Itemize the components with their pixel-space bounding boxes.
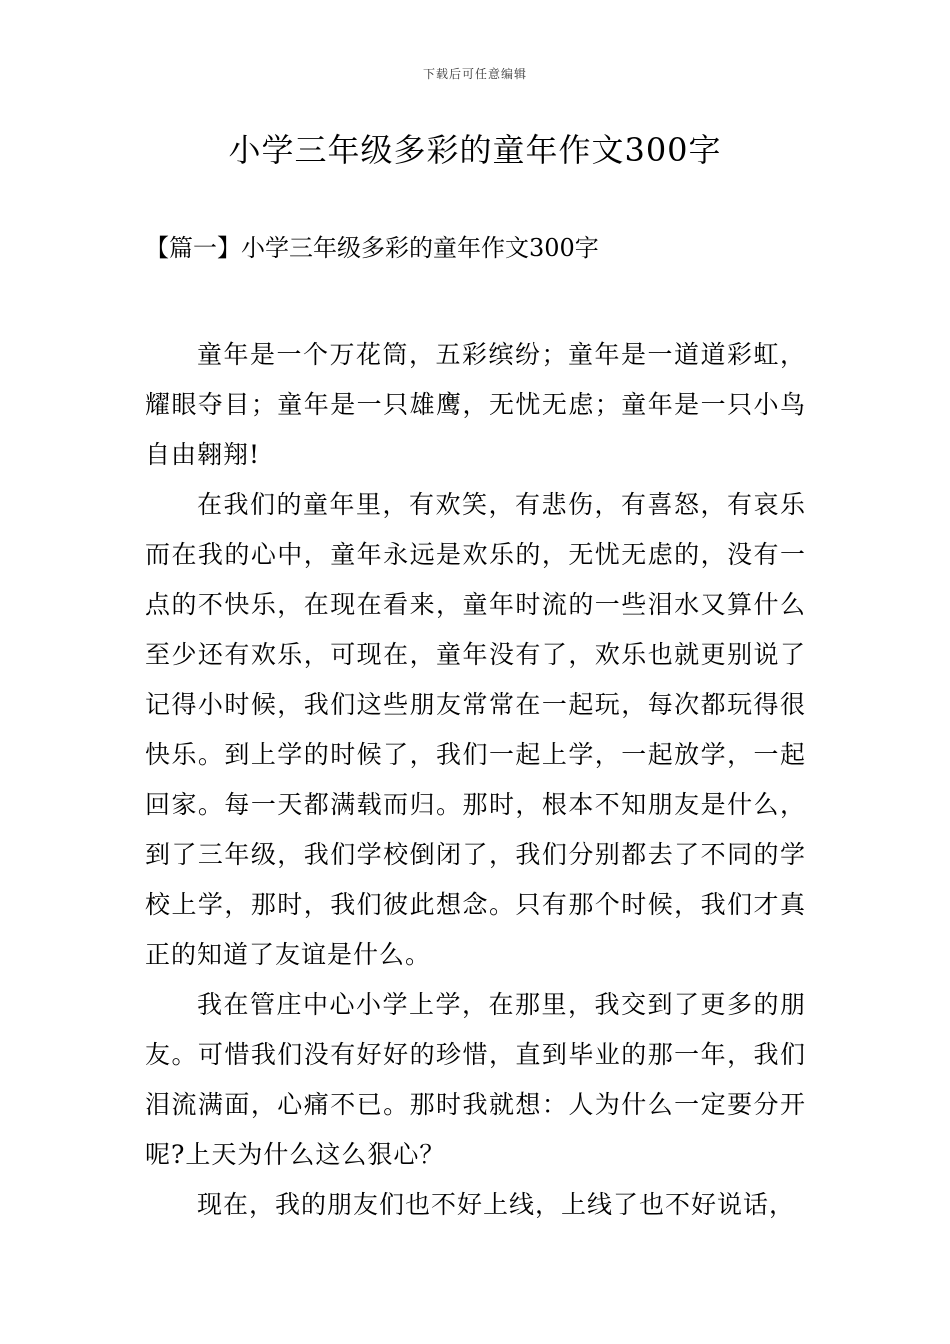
paragraph: 在我们的童年里，有欢笑，有悲伤，有喜怒，有哀乐而在我的心中，童年永远是欢乐的，无忧无虑的，没有一点的不快乐，在现在看来，童年时流的一些泪水又算什么至少还有欢乐，可现在，童年没有了，欢乐也就更别说了记得小时候，我们这些朋友常常在一起玩，每次都玩得很快乐。到上学的时候了，我们一起上学，一起放学，一起回家。每一天都满载而归。那时，根本不知朋友是什么，到了三年级，我们学校倒闭了，我们分别都去了不同的学校上学，那时，我们彼此想念。只有那个时候，我们才真正的知道了友谊是什么。 bbox=[145, 490, 806, 969]
essay-body bbox=[145, 330, 806, 1230]
section-heading: 【篇一】小学三年级多彩的童年作文300字 bbox=[145, 234, 599, 262]
paragraph: 我在管庄中心小学上学，在那里，我交到了更多的朋友。可惜我们没有好好的珍惜，直到毕业的那一年，我们泪流满面，心痛不已。那时我就想：人为什么一定要分开呢?上天为什么这么狠心？ bbox=[145, 990, 806, 1169]
paragraph: 现在，我的朋友们也不好上线，上线了也不好说话， bbox=[197, 1190, 796, 1219]
document-title: 小学三年级多彩的童年作文300字 bbox=[228, 131, 722, 169]
paragraph: 童年是一个万花筒，五彩缤纷；童年是一道道彩虹，耀眼夺目；童年是一只雄鹰，无忧无虑；童年是一只小鸟自由翱翔! bbox=[145, 340, 806, 469]
header-note: 下载后可任意编辑 bbox=[422, 67, 527, 81]
